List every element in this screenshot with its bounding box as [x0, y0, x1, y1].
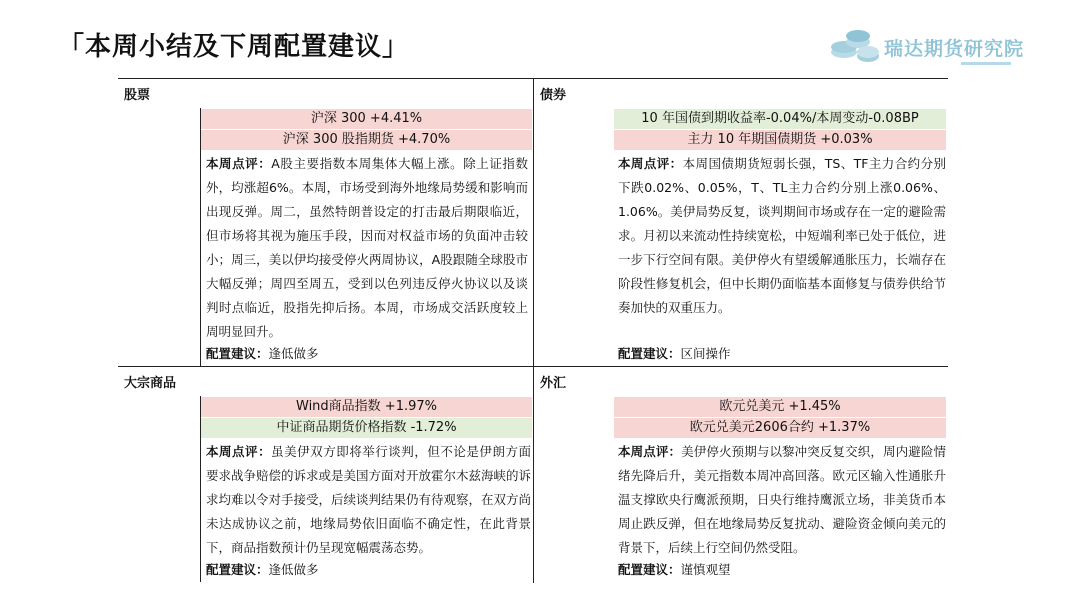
commodities-header: 大宗商品 — [124, 376, 177, 391]
stocks-comment — [206, 152, 528, 344]
coins-logo-icon — [828, 22, 884, 66]
stocks-highlight-2: 沪深 300 股指期货 +4.70% — [201, 130, 532, 150]
commodities-comment-text: 虽美伊双方即将举行谈判，但不论是伊朗方面要求战争赔偿的诉求或是美国方面对开放霍尔木兹海峡的诉求均难以令对手接受，后续谈判结果仍有待观察，在双方尚未达成协议之前，地缘局势依旧面临不确定性，在此背景下，商品指数预计仍呈现宽幅震荡态势。 — [206, 444, 532, 555]
stocks-highlight-1: 沪深 300 +4.41% — [201, 109, 532, 129]
commodities-comment-label: 本周点评： — [206, 444, 272, 459]
commodities-advice-value: 逢低做多 — [268, 562, 319, 577]
commodities-highlight-1: Wind商品指数 +1.97% — [201, 397, 532, 417]
commodities-advice — [206, 561, 319, 579]
stocks-header: 股票 — [124, 88, 151, 103]
stocks-advice-label: 配置建议： — [206, 346, 269, 361]
bonds-advice-label: 配置建议： — [618, 346, 681, 361]
company-logo — [828, 22, 1025, 68]
fx-header: 外汇 — [540, 376, 567, 391]
bonds-advice — [618, 345, 731, 363]
commodities-highlight-2: 中证商品期货价格指数 -1.72% — [201, 418, 532, 438]
commodities-comment — [206, 440, 531, 560]
fx-highlight-2: 欧元兑美元2606合约 +1.37% — [614, 418, 946, 438]
stocks-advice — [206, 345, 319, 363]
bonds-comment-label: 本周点评： — [618, 156, 683, 171]
fx-comment-label: 本周点评： — [618, 444, 682, 459]
fx-comment — [618, 440, 946, 560]
logo-text: 瑞达期货研究院 — [884, 38, 1025, 60]
logo-underline — [961, 62, 1011, 65]
stocks-comment-text: A股主要指数本周集体大幅上涨。除上证指数外，均涨超6%。本周，市场受到海外地缘局势缓和影响而出现反弹。周二，虽然特朗普设定的打击最后期限临近，但市场将其视为施压手段，因而对权益市场的负面冲击较小；周三，美以伊均接受停火两周协议，A股跟随全球股市大幅反弹；周四至周五，受到以色列违反停火协议以及谈判时点临近，股指先抑后扬。本周，市场成交活跃度较上周明显回升。 — [206, 156, 528, 339]
bonds-comment-text: 本周国债期货短弱长强，TS、TF主力合约分别下跌0.02%、0.05%，T、TL主力合约分别上涨0.06%、1.06%。美伊局势反复，谈判期间市场或存在一定的避险需求。月初以来流动性持续宽松，中短端利率已处于低位，进一步下行空间有限。美伊停火有望缓解通胀压力，长端存在阶段性修复机会，但中长期仍面临基本面修复与债券供给节奏加快的双重压力。 — [618, 156, 946, 315]
commodities-advice-label: 配置建议： — [206, 562, 269, 577]
fx-advice-value: 谨慎观望 — [680, 562, 731, 577]
bonds-highlight-1: 10 年国债到期收益率-0.04%/本周变动-0.08BP — [614, 109, 946, 129]
bonds-advice-value: 区间操作 — [680, 346, 731, 361]
fx-advice — [618, 561, 731, 579]
stocks-comment-label: 本周点评： — [206, 156, 272, 171]
fx-highlight-1: 欧元兑美元 +1.45% — [614, 397, 946, 417]
stocks-advice-value: 逢低做多 — [268, 346, 319, 361]
bonds-header: 债券 — [540, 88, 567, 103]
table-center-divider — [533, 78, 534, 583]
fx-comment-text: 美伊停火预期与以黎冲突反复交织，周内避险情绪先降后升，美元指数本周冲高回落。欧元区输入性通胀升温支撑欧央行鹰派预期，日央行维持鹰派立场，非美货币本周止跌反弹，但在地缘局势反复扰动、避险资金倾向美元的背景下，后续上行空间仍然受阻。 — [618, 444, 946, 555]
bonds-highlight-2: 主力 10 年期国债期货 +0.03% — [614, 130, 946, 150]
fx-advice-label: 配置建议： — [618, 562, 681, 577]
page-title: 「本周小结及下周配置建议」 — [58, 32, 410, 62]
bonds-comment — [618, 152, 946, 320]
